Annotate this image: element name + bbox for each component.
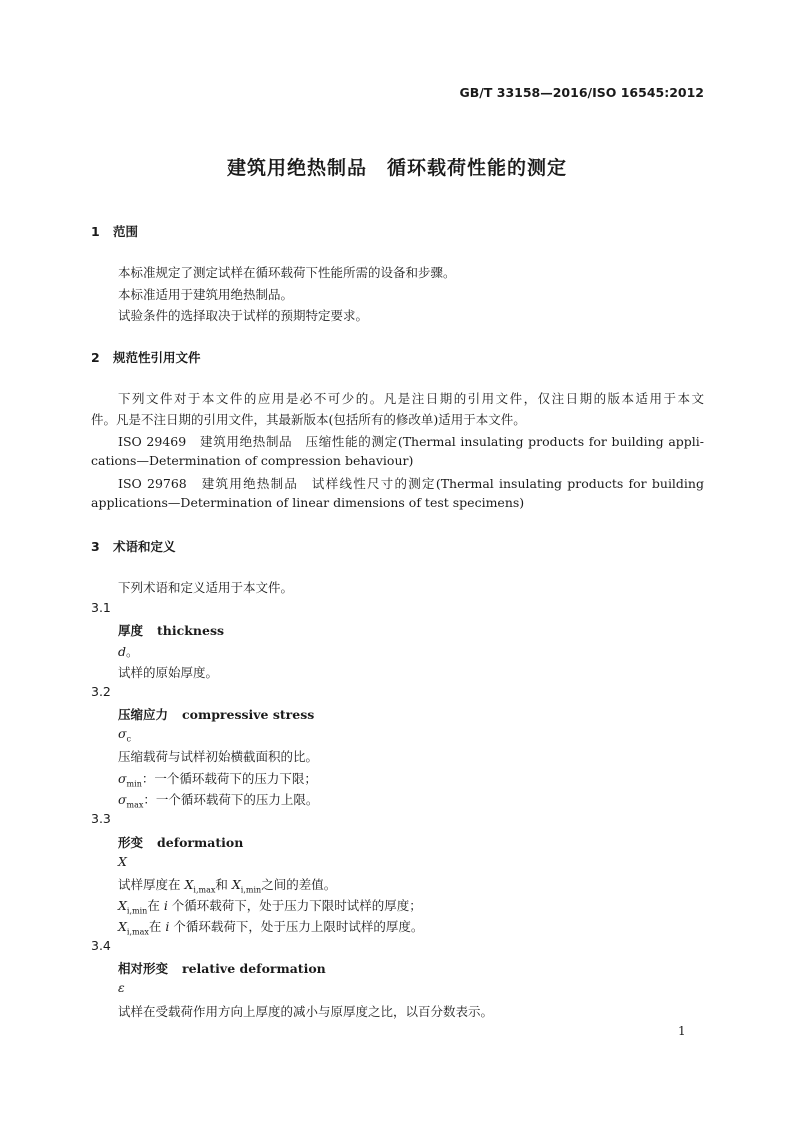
symbol-subscript: i,max bbox=[193, 885, 216, 895]
section-number: 3 bbox=[91, 539, 100, 554]
section-number: 2 bbox=[91, 350, 100, 365]
symbol-subscript: i,min bbox=[126, 906, 148, 916]
term-number: 3.3 bbox=[91, 811, 111, 826]
term-en: compressive stress bbox=[182, 707, 315, 722]
symbol: X bbox=[184, 877, 194, 892]
page-number: 1 bbox=[678, 1024, 686, 1038]
term-symbol bbox=[118, 726, 131, 744]
reference-iso-29469: ISO 29469 建筑用绝热制品 压缩性能的测定(Thermal insulating products for building appli- bbox=[118, 434, 704, 449]
term-definition: 压缩载荷与试样初始横截面积的比。 bbox=[118, 749, 319, 764]
term-definition: 试样的原始厚度。 bbox=[118, 665, 219, 680]
text: 之间的差值。 bbox=[261, 877, 337, 892]
symbol-subscript: i,min bbox=[240, 885, 262, 895]
text: 在 bbox=[148, 919, 162, 934]
symbol-subscript: c bbox=[126, 734, 132, 744]
symbol: X bbox=[118, 919, 127, 934]
term-en: relative deformation bbox=[182, 961, 326, 976]
reference-iso-29469-cont: cations—Determination of compression behaviour) bbox=[91, 453, 414, 468]
symbol-subscript: min bbox=[126, 779, 142, 789]
symbol: σ bbox=[118, 771, 127, 786]
scope-line-2: 本标准适用于建筑用绝热制品。 bbox=[118, 287, 294, 302]
term-symbol: X bbox=[118, 854, 127, 869]
section-2-heading bbox=[91, 348, 201, 366]
term-number: 3.2 bbox=[91, 684, 111, 699]
term-en: deformation bbox=[157, 835, 244, 850]
term-relative-deformation bbox=[118, 959, 326, 977]
section-title: 范围 bbox=[113, 224, 139, 239]
term-number: 3.1 bbox=[91, 600, 111, 615]
term-definition: 试样在受载荷作用方向上厚度的减小与原厚度之比，以百分数表示。 bbox=[118, 1004, 494, 1019]
text: 试样厚度在 bbox=[118, 877, 181, 892]
section-title: 术语和定义 bbox=[113, 539, 176, 554]
term-thickness bbox=[118, 621, 224, 639]
term-definition bbox=[118, 875, 336, 895]
symbol: X bbox=[118, 898, 127, 913]
terms-intro: 下列术语和定义适用于本文件。 bbox=[118, 580, 294, 595]
term-symbol: ε bbox=[118, 980, 125, 995]
symbol: i bbox=[163, 898, 168, 913]
symbol-suffix: 。 bbox=[126, 644, 139, 659]
section-number: 1 bbox=[91, 224, 100, 239]
section-3-heading bbox=[91, 537, 176, 555]
symbol: σ bbox=[118, 792, 127, 807]
term-note bbox=[118, 896, 422, 916]
scope-line-1: 本标准规定了测定试样在循环载荷下性能所需的设备和步骤。 bbox=[118, 265, 456, 280]
term-note bbox=[118, 769, 317, 789]
term-compressive-stress bbox=[118, 705, 314, 723]
term-zh: 形变 bbox=[118, 835, 144, 850]
scope-line-3: 试验条件的选择取决于试样的预期特定要求。 bbox=[118, 308, 369, 323]
normative-intro-line-1: 下列文件对于本文件的应用是必不可少的。凡是注日期的引用文件，仅注日期的版本适用于本文 bbox=[118, 391, 704, 406]
symbol: i bbox=[165, 919, 170, 934]
term-en: thickness bbox=[157, 623, 225, 638]
term-zh: 压缩应力 bbox=[118, 707, 169, 722]
term-note bbox=[118, 917, 423, 937]
reference-iso-29768-cont: applications—Determination of linear dimensions of test specimens) bbox=[91, 495, 525, 510]
section-1-heading bbox=[91, 222, 138, 240]
text: 和 bbox=[215, 877, 228, 892]
symbol: σ bbox=[118, 726, 127, 741]
reference-iso-29768: ISO 29768 建筑用绝热制品 试样线性尺寸的测定(Thermal insulating products for building bbox=[118, 476, 704, 491]
text: 在 bbox=[147, 898, 160, 913]
symbol: X bbox=[231, 877, 241, 892]
term-zh: 厚度 bbox=[118, 623, 144, 638]
normative-intro-line-2: 件。凡是不注日期的引用文件，其最新版本(包括所有的修改单)适用于本文件。 bbox=[91, 412, 526, 427]
term-zh: 相对形变 bbox=[118, 961, 169, 976]
term-symbol bbox=[118, 642, 139, 660]
document-title: 建筑用绝热制品 循环载荷性能的测定 bbox=[226, 157, 567, 179]
note-text: ：一个循环载荷下的压力下限； bbox=[141, 771, 317, 786]
symbol-subscript: max bbox=[126, 800, 144, 810]
symbol-subscript: i,max bbox=[126, 927, 149, 937]
term-number: 3.4 bbox=[91, 938, 111, 953]
term-deformation bbox=[118, 833, 243, 851]
standard-code-header: GB/T 33158—2016/ISO 16545:2012 bbox=[459, 85, 704, 100]
text: 个循环载荷下，处于压力下限时试样的厚度； bbox=[171, 898, 422, 913]
symbol: d bbox=[118, 644, 127, 659]
text: 个循环载荷下，处于压力上限时试样的厚度。 bbox=[173, 919, 424, 934]
term-note bbox=[118, 790, 318, 810]
section-title: 规范性引用文件 bbox=[113, 350, 201, 365]
note-text: ：一个循环载荷下的压力上限。 bbox=[143, 792, 319, 807]
